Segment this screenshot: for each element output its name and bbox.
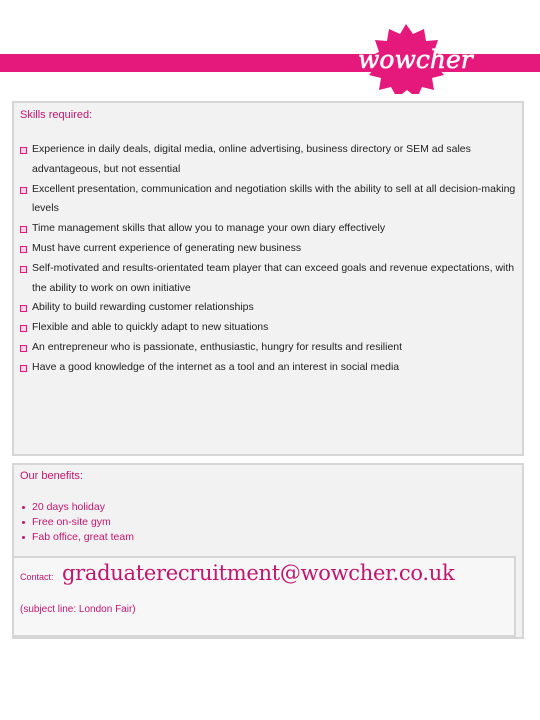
logo-text-main: wowcher xyxy=(358,45,473,74)
skill-item xyxy=(20,239,520,259)
skill-text: Must have current experience of generating new business xyxy=(32,241,302,254)
skills-heading: Skills required: xyxy=(20,109,93,121)
skill-item xyxy=(20,338,520,358)
wowcher-logo xyxy=(356,24,532,94)
skill-item xyxy=(20,318,520,338)
skills-list xyxy=(20,140,520,378)
bullet-icon xyxy=(20,266,27,273)
bullet-icon xyxy=(20,246,27,253)
bullet-icon xyxy=(20,345,27,352)
bullet-icon xyxy=(20,305,27,312)
skill-item xyxy=(20,298,520,318)
logo-text-suffix: .co.uk xyxy=(468,54,514,72)
skill-text: Experience in daily deals, digital media, online advertising, business directory or SEM ad sales advantageous, but not essential xyxy=(32,143,471,175)
contact-subject-line: (subject line: London Fair) xyxy=(20,604,136,615)
skill-item xyxy=(20,259,520,299)
contact-label: Contact: xyxy=(20,572,54,582)
benefit-item: 20 days holiday xyxy=(22,500,134,515)
benefit-item: Fab office, great team xyxy=(22,530,134,545)
contact-email-link[interactable]: graduaterecruitment@wowcher.co.uk xyxy=(62,561,455,585)
skill-text: An entrepreneur who is passionate, enthusiastic, hungry for results and resilient xyxy=(32,340,403,353)
skill-item xyxy=(20,180,520,220)
bullet-icon xyxy=(20,325,27,332)
skill-text: Flexible and able to quickly adapt to new situations xyxy=(32,321,269,334)
skill-text: Have a good knowledge of the internet as a tool and an interest in social media xyxy=(32,360,400,373)
benefits-list xyxy=(22,500,134,545)
skill-text: Self-motivated and results-orientated team player that can exceed goals and revenue expectations, with the ability to work on own initiative xyxy=(32,261,515,294)
skill-text: Ability to build rewarding customer relationships xyxy=(32,301,254,314)
benefit-item: Free on-site gym xyxy=(22,515,134,530)
benefits-heading: Our benefits: xyxy=(20,470,83,482)
skill-text: Time management skills that allow you to manage your own diary effectively xyxy=(32,222,386,235)
skill-text: Excellent presentation, communication and negotiation skills with the ability to sell at all decision-making levels xyxy=(32,182,516,215)
bullet-icon xyxy=(20,365,27,372)
bullet-icon xyxy=(20,147,27,154)
bullet-icon xyxy=(20,187,27,194)
skill-item xyxy=(20,219,520,239)
skill-item xyxy=(20,140,520,180)
skill-item xyxy=(20,358,520,378)
bullet-icon xyxy=(20,226,27,233)
